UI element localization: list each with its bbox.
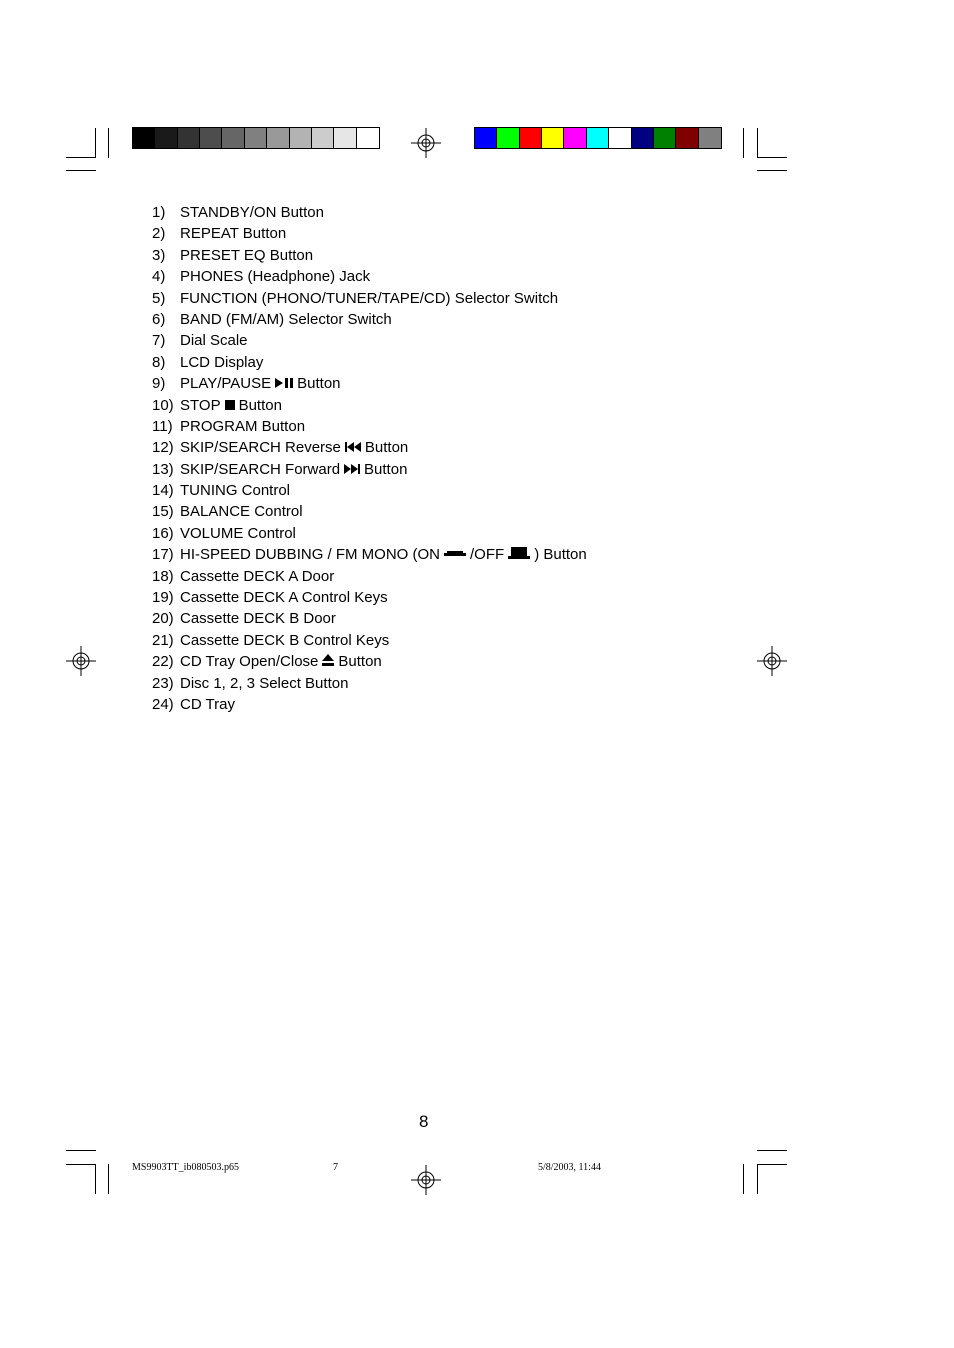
switch-off-icon xyxy=(508,544,530,565)
item-number: 8) xyxy=(152,353,166,371)
item-number: 20) xyxy=(152,610,174,628)
list-item xyxy=(152,673,587,694)
list-item xyxy=(152,694,587,715)
item-label-suffix: ) Button xyxy=(534,546,587,564)
item-label-suffix: Button xyxy=(297,375,341,393)
registration-mark-icon xyxy=(411,1165,441,1195)
item-number: 7) xyxy=(152,332,166,350)
item-label: SKIP/SEARCH Reverse xyxy=(180,439,341,457)
item-label-suffix: Button xyxy=(338,653,382,671)
item-label: PHONES (Headphone) Jack xyxy=(180,268,371,286)
color-swatch xyxy=(178,128,200,148)
list-item xyxy=(152,416,587,437)
item-number: 19) xyxy=(152,589,174,607)
parts-list xyxy=(152,202,587,715)
color-swatch xyxy=(475,128,497,148)
item-label: FUNCTION (PHONO/TUNER/TAPE/CD) Selector Switch xyxy=(180,289,559,307)
color-swatch xyxy=(245,128,267,148)
color-swatch xyxy=(290,128,312,148)
grayscale-bar xyxy=(132,127,380,149)
item-label: Cassette DECK B Door xyxy=(180,610,336,628)
item-number: 15) xyxy=(152,503,174,521)
color-swatch xyxy=(564,128,586,148)
item-label: CD Tray xyxy=(180,695,236,713)
switch-on-icon xyxy=(444,544,466,565)
item-number: 13) xyxy=(152,460,174,478)
item-label: STOP xyxy=(180,396,221,414)
registration-mark-icon xyxy=(411,128,441,158)
item-number: 2) xyxy=(152,225,166,243)
item-number: 18) xyxy=(152,567,174,585)
item-label: SKIP/SEARCH Forward xyxy=(180,460,341,478)
list-item xyxy=(152,630,587,651)
item-label-suffix: Button xyxy=(364,460,408,478)
footer-datetime: 5/8/2003, 11:44 xyxy=(538,1162,601,1173)
stop-icon xyxy=(225,395,235,416)
color-swatch xyxy=(654,128,676,148)
color-swatch xyxy=(312,128,334,148)
item-label: Cassette DECK A Door xyxy=(180,567,335,585)
color-swatch xyxy=(267,128,289,148)
list-item xyxy=(152,395,587,416)
list-item xyxy=(152,544,587,565)
item-number: 17) xyxy=(152,546,174,564)
item-number: 12) xyxy=(152,439,174,457)
color-bar xyxy=(474,127,722,149)
color-swatch xyxy=(155,128,177,148)
item-number: 4) xyxy=(152,268,166,286)
color-swatch xyxy=(699,128,721,148)
color-swatch xyxy=(587,128,609,148)
item-number: 1) xyxy=(152,204,166,221)
item-label-suffix: Button xyxy=(238,396,282,414)
list-item xyxy=(152,352,587,373)
item-label: HI-SPEED DUBBING / FM MONO (ON xyxy=(180,546,441,564)
item-number: 10) xyxy=(152,396,174,414)
footer-sheet: 7 xyxy=(333,1162,338,1173)
item-label-suffix: Button xyxy=(364,439,409,457)
color-swatch xyxy=(609,128,631,148)
color-swatch xyxy=(676,128,698,148)
item-number: 23) xyxy=(152,674,174,692)
item-label: CD Tray Open/Close xyxy=(180,653,319,671)
skip-forward-icon xyxy=(344,459,360,480)
eject-icon xyxy=(322,651,334,672)
footer-filename: MS9903TT_ib080503.p65 xyxy=(132,1162,239,1173)
item-label: BALANCE Control xyxy=(180,503,303,521)
item-label: Cassette DECK B Control Keys xyxy=(180,631,390,649)
color-swatch xyxy=(200,128,222,148)
color-swatch xyxy=(357,128,379,148)
list-item xyxy=(152,373,587,394)
registration-mark-icon xyxy=(757,646,787,676)
item-label: LCD Display xyxy=(180,353,264,371)
item-number: 24) xyxy=(152,695,174,713)
color-swatch xyxy=(542,128,564,148)
color-swatch xyxy=(520,128,542,148)
item-number: 5) xyxy=(152,289,166,307)
list-item xyxy=(152,245,587,266)
list-item xyxy=(152,587,587,608)
list-item xyxy=(152,309,587,330)
list-item xyxy=(152,437,587,458)
color-swatch xyxy=(334,128,356,148)
item-label: STANDBY/ON Button xyxy=(180,204,324,221)
item-number: 9) xyxy=(152,375,166,393)
color-swatch xyxy=(632,128,654,148)
item-label: PLAY/PAUSE xyxy=(180,375,272,393)
list-item xyxy=(152,608,587,629)
item-number: 22) xyxy=(152,653,174,671)
item-label: Disc 1, 2, 3 Select Button xyxy=(180,674,349,692)
list-item xyxy=(152,501,587,522)
item-number: 11) xyxy=(152,417,173,435)
registration-mark-icon xyxy=(66,646,96,676)
item-number: 14) xyxy=(152,482,174,500)
color-swatch xyxy=(133,128,155,148)
item-number: 16) xyxy=(152,524,174,542)
list-item xyxy=(152,480,587,501)
item-label: Cassette DECK A Control Keys xyxy=(180,589,388,607)
list-item xyxy=(152,288,587,309)
item-label: PROGRAM Button xyxy=(180,417,306,435)
item-label: VOLUME Control xyxy=(180,524,296,542)
play-pause-icon xyxy=(275,373,293,394)
list-item xyxy=(152,330,587,351)
item-label: BAND (FM/AM) Selector Switch xyxy=(180,310,392,328)
skip-reverse-icon xyxy=(345,437,361,458)
item-label-mid: /OFF xyxy=(470,546,505,564)
item-label: PRESET EQ Button xyxy=(180,246,314,264)
list-item xyxy=(152,566,587,587)
item-number: 3) xyxy=(152,246,166,264)
list-item xyxy=(152,651,587,672)
color-swatch xyxy=(222,128,244,148)
item-label: TUNING Control xyxy=(180,482,291,500)
item-label: Dial Scale xyxy=(180,332,248,350)
list-item xyxy=(152,202,587,223)
list-item xyxy=(152,223,587,244)
list-item xyxy=(152,523,587,544)
page-number: 8 xyxy=(419,1112,429,1131)
list-item xyxy=(152,266,587,287)
item-number: 21) xyxy=(152,631,174,649)
color-swatch xyxy=(497,128,519,148)
item-label: REPEAT Button xyxy=(180,225,287,243)
item-number: 6) xyxy=(152,310,166,328)
list-item xyxy=(152,459,587,480)
